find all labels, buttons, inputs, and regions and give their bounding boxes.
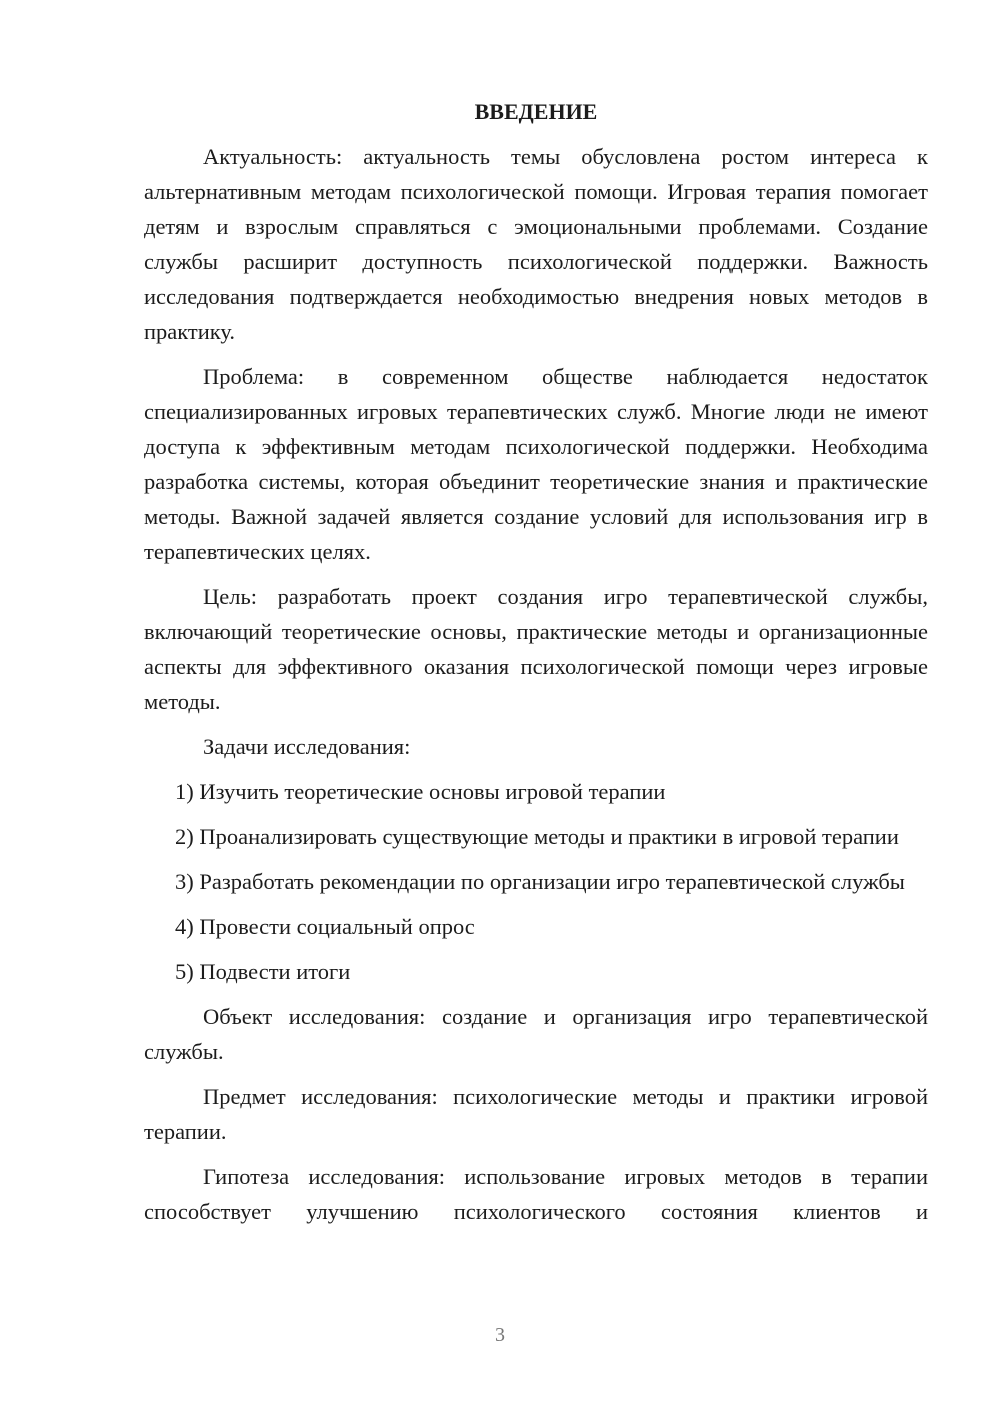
paragraph-hypothesis: Гипотеза исследования: использование игровых методов в терапии способствует улучшению психологического состояния клиентов и (144, 1164, 928, 1224)
task-item-5: 5) Подвести итоги (175, 959, 351, 984)
page-number: 3 (495, 1324, 505, 1346)
paragraph-goal: Цель: разработать проект создания игро терапевтической службы, включающий теоретические основы, практические методы и организационные аспекты для эффективного оказания психологической помощи через игровые методы. (144, 584, 928, 714)
section-title: ВВЕДЕНИЕ (474, 99, 598, 124)
task-item-3: 3) Разработать рекомендации по организации игро терапевтической службы (175, 869, 905, 894)
paragraph-object: Объект исследования: создание и организация игро терапевтической службы. (144, 1004, 928, 1064)
page-content (144, 94, 928, 1239)
paragraph-problem: Проблема: в современном обществе наблюдается недостаток специализированных игровых терапевтических служб. Многие люди не имеют доступа к эффективным методам психологической поддержки. Необходима разработка системы, которая объединит теоретические знания и практические методы. Важной задачей является создание условий для использования игр в терапевтических целях. (144, 364, 928, 564)
task-item-2: 2) Проанализировать существующие методы и практики в игровой терапии (175, 824, 899, 849)
paragraph-subject: Предмет исследования: психологические методы и практики игровой терапии. (144, 1084, 928, 1144)
tasks-heading: Задачи исследования: (203, 734, 411, 759)
task-item-1: 1) Изучить теоретические основы игровой терапии (175, 779, 666, 804)
paragraph-relevance: Актуальность: актуальность темы обусловлена ростом интереса к альтернативным методам психологической помощи. Игровая терапия помогает детям и взрослым справляться с эмоциональными проблемами. Создание службы расширит доступность психологической поддержки. Важность исследования подтверждается необходимостью внедрения новых методов в практику. (144, 144, 928, 344)
task-item-4: 4) Провести социальный опрос (175, 914, 475, 939)
